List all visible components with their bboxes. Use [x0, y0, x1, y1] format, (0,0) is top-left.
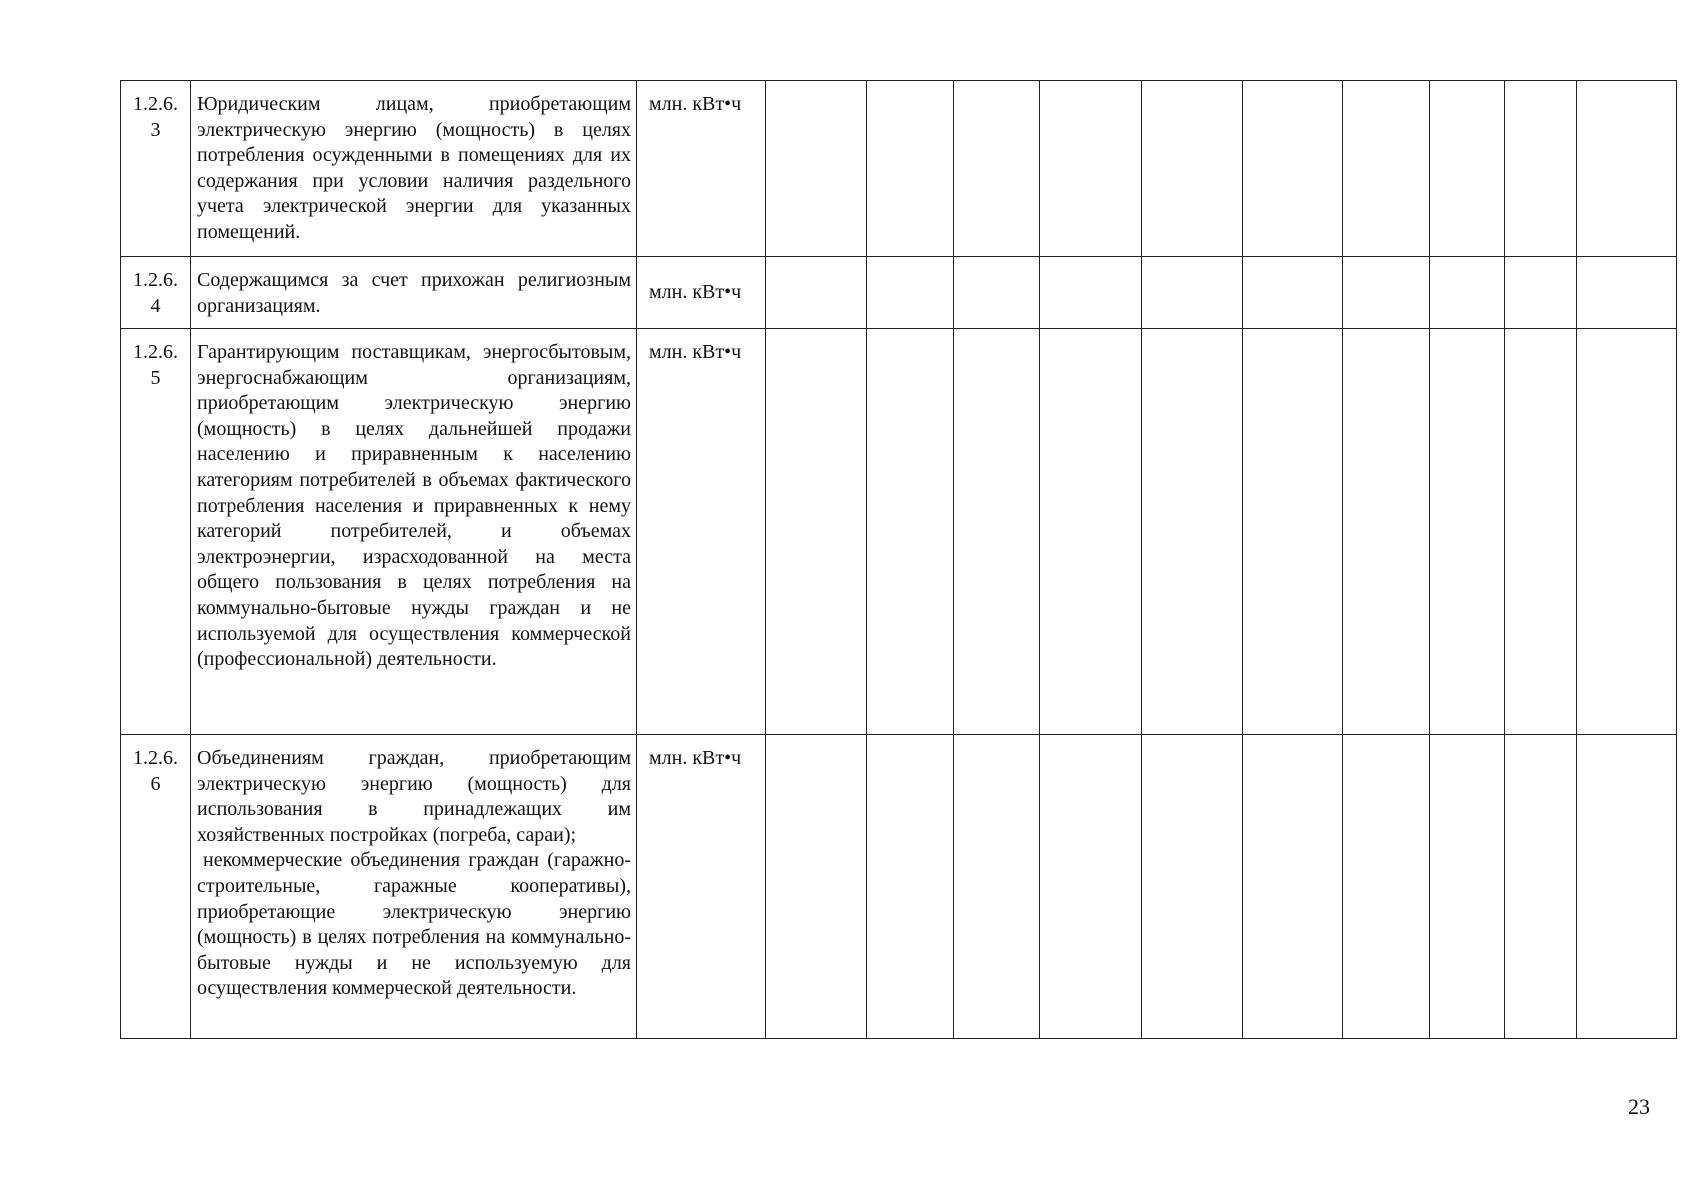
value-cell	[1040, 81, 1142, 257]
value-cell	[1243, 81, 1343, 257]
value-cell	[1243, 329, 1343, 735]
page-number: 23	[1628, 1094, 1650, 1119]
row-unit: млн. кВт•ч	[649, 280, 742, 303]
table-row	[121, 81, 1677, 257]
table-row	[121, 735, 1677, 1039]
row-description-cell	[191, 257, 637, 329]
row-unit-cell	[637, 257, 766, 329]
row-number: 1.2.6. 6	[133, 747, 178, 795]
value-cell	[1343, 735, 1430, 1039]
row-number: 1.2.6. 4	[133, 269, 178, 317]
value-cell	[1577, 81, 1677, 257]
value-cell	[1505, 81, 1577, 257]
value-cell	[1430, 81, 1505, 257]
value-cell	[1142, 81, 1243, 257]
value-cell	[1577, 329, 1677, 735]
row-description-cell	[191, 81, 637, 257]
value-cell	[1505, 257, 1577, 329]
value-cell	[1142, 329, 1243, 735]
value-cell	[867, 257, 954, 329]
value-cell	[954, 329, 1040, 735]
value-cell	[867, 329, 954, 735]
value-cell	[1430, 735, 1505, 1039]
value-cell	[1343, 257, 1430, 329]
value-cell	[766, 735, 867, 1039]
row-description: Гарантирующим поставщикам, энергосбытовым, энергоснабжающим организациям, приобретающим электрическую энергию (мощность) в целях дальнейшей продажи населению и приравненным к населению категориям потребителей в объемах фактического потребления населения и приравненных к нему категорий потребителей, и объемах электроэнергии, израсходованной на места общего пользования в целях потребления на коммунально-бытовые нужды граждан и не используемой для осуществления коммерческой (профессиональной) деятельности.	[197, 341, 631, 671]
value-cell	[867, 81, 954, 257]
value-cell	[1505, 329, 1577, 735]
value-cell	[954, 81, 1040, 257]
value-cell	[1505, 735, 1577, 1039]
row-number-cell	[121, 257, 191, 329]
row-number-cell	[121, 735, 191, 1039]
value-cell	[1430, 329, 1505, 735]
row-description-cell	[191, 329, 637, 735]
value-cell	[954, 735, 1040, 1039]
row-description: Содержащимся за счет прихожан религиозным организациям.	[197, 269, 631, 317]
table-row	[121, 329, 1677, 735]
row-unit: млн. кВт•ч	[649, 341, 742, 363]
value-cell	[1577, 735, 1677, 1039]
row-unit-cell	[637, 735, 766, 1039]
row-unit: млн. кВт•ч	[649, 747, 742, 769]
value-cell	[867, 735, 954, 1039]
value-cell	[954, 257, 1040, 329]
value-cell	[766, 257, 867, 329]
value-cell	[1040, 329, 1142, 735]
value-cell	[1430, 257, 1505, 329]
row-number: 1.2.6. 3	[133, 93, 178, 141]
value-cell	[1243, 735, 1343, 1039]
row-description: Объединениям граждан, приобретающим электрическую энергию (мощность) для использования в принадлежащих им хозяйственных постройках (погреба, сараи);	[197, 747, 631, 846]
value-cell	[1040, 257, 1142, 329]
value-cell	[1040, 735, 1142, 1039]
row-unit: млн. кВт•ч	[649, 93, 742, 115]
value-cell	[1577, 257, 1677, 329]
value-cell	[1142, 257, 1243, 329]
value-cell	[766, 329, 867, 735]
row-unit-cell	[637, 329, 766, 735]
row-number-cell	[121, 329, 191, 735]
row-description: Юридическим лицам, приобретающим электрическую энергию (мощность) в целях потребления осужденными в помещениях для их содержания при условии наличия раздельного учета электрической энергии для указанных помещений.	[197, 93, 631, 243]
row-number-cell	[121, 81, 191, 257]
value-cell	[1343, 329, 1430, 735]
row-description-cell	[191, 735, 637, 1039]
row-description-extra: некоммерческие объединения граждан (гаражно-строительные, гаражные кооперативы), приобретающие электрическую энергию (мощность) в целях потребления на коммунально-бытовые нужды и не используемую для осуществления коммерческой деятельности.	[197, 849, 631, 1000]
value-cell	[1142, 735, 1243, 1039]
row-number: 1.2.6. 5	[133, 341, 178, 389]
value-cell	[1343, 81, 1430, 257]
value-cell	[1243, 257, 1343, 329]
value-cell	[766, 81, 867, 257]
data-table	[120, 80, 1677, 1039]
row-unit-cell	[637, 81, 766, 257]
table-row	[121, 257, 1677, 329]
